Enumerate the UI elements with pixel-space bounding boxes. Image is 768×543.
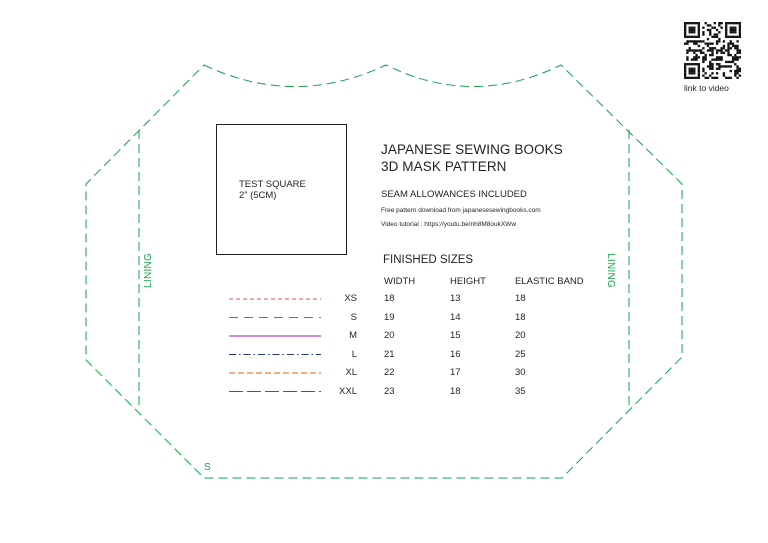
corner-size-mark: S	[204, 462, 211, 473]
cell-width: 21	[384, 348, 395, 360]
cell-elastic: 20	[515, 330, 526, 341]
size-label: XS	[344, 293, 357, 304]
cell-elastic: 30	[515, 367, 526, 378]
header-height: HEIGHT	[450, 276, 486, 287]
test-square-label: TEST SQUARE 2” (5CM)	[239, 179, 306, 201]
header-width: WIDTH	[384, 276, 416, 287]
qr-caption: link to video	[684, 83, 729, 93]
cell-width: 23	[384, 385, 395, 397]
cell-height: 13	[450, 293, 461, 304]
size-label: M	[349, 330, 357, 341]
cell-width: 18	[384, 293, 395, 304]
cell-elastic: 35	[515, 385, 526, 397]
cell-height: 14	[450, 311, 461, 323]
seam-allowance-note: SEAM ALLOWANCES INCLUDED	[381, 189, 527, 200]
size-label: XXL	[339, 385, 357, 397]
cell-elastic: 18	[515, 293, 526, 304]
pattern-title: JAPANESE SEWING BOOKS 3D MASK PATTERN	[381, 142, 563, 174]
test-square	[216, 124, 347, 255]
cell-height: 15	[450, 330, 461, 341]
cell-height: 16	[450, 348, 461, 360]
cell-width: 20	[384, 330, 395, 341]
cell-height: 17	[450, 367, 461, 378]
lining-label-right: LINING	[605, 253, 616, 289]
cell-width: 19	[384, 311, 395, 323]
cell-elastic: 18	[515, 311, 526, 323]
cell-elastic: 25	[515, 348, 526, 360]
cell-height: 18	[450, 385, 461, 397]
size-label: L	[351, 348, 357, 360]
finished-sizes-title: FINISHED SIZES	[383, 254, 474, 266]
size-label: S	[350, 311, 357, 323]
size-label: XL	[345, 367, 357, 378]
header-elastic-band: ELASTIC BAND	[515, 276, 584, 287]
video-note: Video tutorial : https://youtu.be/nh8M8oukXWw	[381, 221, 517, 228]
download-note: Free pattern download from japanesesewingbooks.com	[381, 207, 541, 214]
qr-code-icon[interactable]	[684, 22, 741, 79]
lining-label-left: LINING	[143, 252, 154, 288]
outer-cutting-line	[86, 65, 682, 478]
cell-width: 22	[384, 367, 395, 378]
